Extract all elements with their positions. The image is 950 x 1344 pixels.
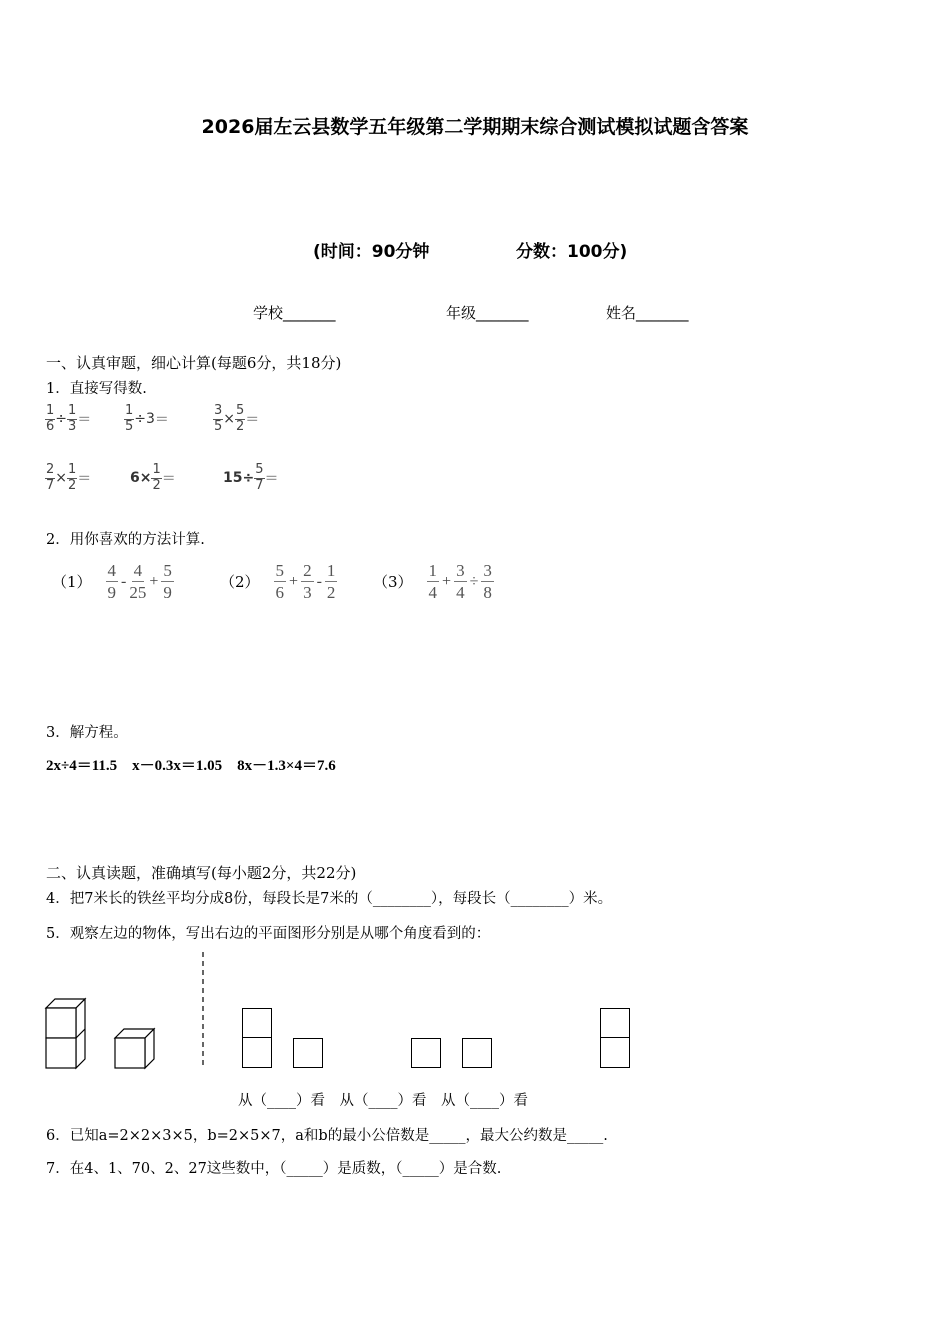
question-6: 6．已知a=2×2×3×5，b=2×5×7，a和b的最小公倍数是_____，最大公约数是_____.	[46, 1128, 608, 1144]
question-2-label: 2．用你喜欢的方法计算.	[46, 532, 205, 548]
view-b-left-square	[411, 1038, 441, 1068]
question-4: 4．把7米长的铁丝平均分成8份，每段长是7米的（________），每段长（________）米。	[46, 891, 613, 907]
view-a-bottom-left-square	[242, 1037, 272, 1068]
q1-expr-5: 6× $\frac{1}{2}$ ＝	[130, 462, 176, 493]
section-2-heading: 二、认真读题，准确填写(每小题2分，共22分)	[46, 864, 357, 882]
question-3-label: 3．解方程。	[46, 725, 128, 741]
view-b-right-square	[462, 1038, 492, 1068]
question-5: 5．观察左边的物体，写出右边的平面图形分别是从哪个角度看到的：	[46, 926, 491, 942]
view-a-bottom-right-square	[293, 1038, 323, 1068]
q5-answer-blanks: 从（____）看 从（____）看 从（____）看	[238, 1093, 528, 1109]
q1-expr-6: 15÷ $\frac{5}{7}$ ＝	[223, 462, 279, 493]
grade-field: 年级_______	[446, 304, 529, 322]
exam-time: (时间：90分钟	[313, 242, 430, 262]
question-1-label: 1．直接写得数.	[46, 381, 147, 397]
view-c-bottom-square	[600, 1037, 630, 1068]
view-c-top-square	[600, 1008, 630, 1038]
q1-expr-4: $\frac{2}{7}$ × $\frac{1}{2}$ ＝	[46, 462, 92, 493]
q1-expr-3: $\frac{3}{5}$ × $\frac{5}{2}$ ＝	[214, 403, 260, 434]
q3-equations: 2x÷4＝11.5 x－0.3x＝1.05 8x－1.3×4＝7.6	[46, 758, 336, 774]
q2-expr-3: （3） $\frac{1}{4}$ + $\frac{3}{4}$ ÷ $\frac{3}{8}$	[373, 561, 492, 603]
question-7: 7．在4、1、70、2、27这些数中，（_____）是质数，（_____）是合数.	[46, 1161, 502, 1177]
q2-expr-2: （2） $\frac{5}{6}$ + $\frac{2}{3}$ - $\frac{1}{2}$	[220, 561, 336, 603]
page-title: 2026届左云县数学五年级第二学期期末综合测试模拟试题含答案	[201, 116, 749, 138]
school-field: 学校_______	[253, 304, 336, 322]
q2-expr-1: （1） $\frac{4}{9}$ - $\frac{4}{25}$ + $\frac{5}{9}$	[52, 561, 172, 603]
view-a-top-square	[242, 1008, 272, 1038]
q1-expr-2: $\frac{1}{5}$ ÷3 ＝	[125, 403, 169, 434]
section-1-heading: 一、认真审题，细心计算(每题6分，共18分)	[46, 354, 342, 372]
q5-figure	[0, 948, 950, 1078]
name-field: 姓名_______	[606, 304, 689, 322]
q1-expr-1: $\frac{1}{6}$ ÷ $\frac{1}{3}$ ＝	[46, 403, 92, 434]
exam-score: 分数：100分)	[516, 242, 628, 262]
